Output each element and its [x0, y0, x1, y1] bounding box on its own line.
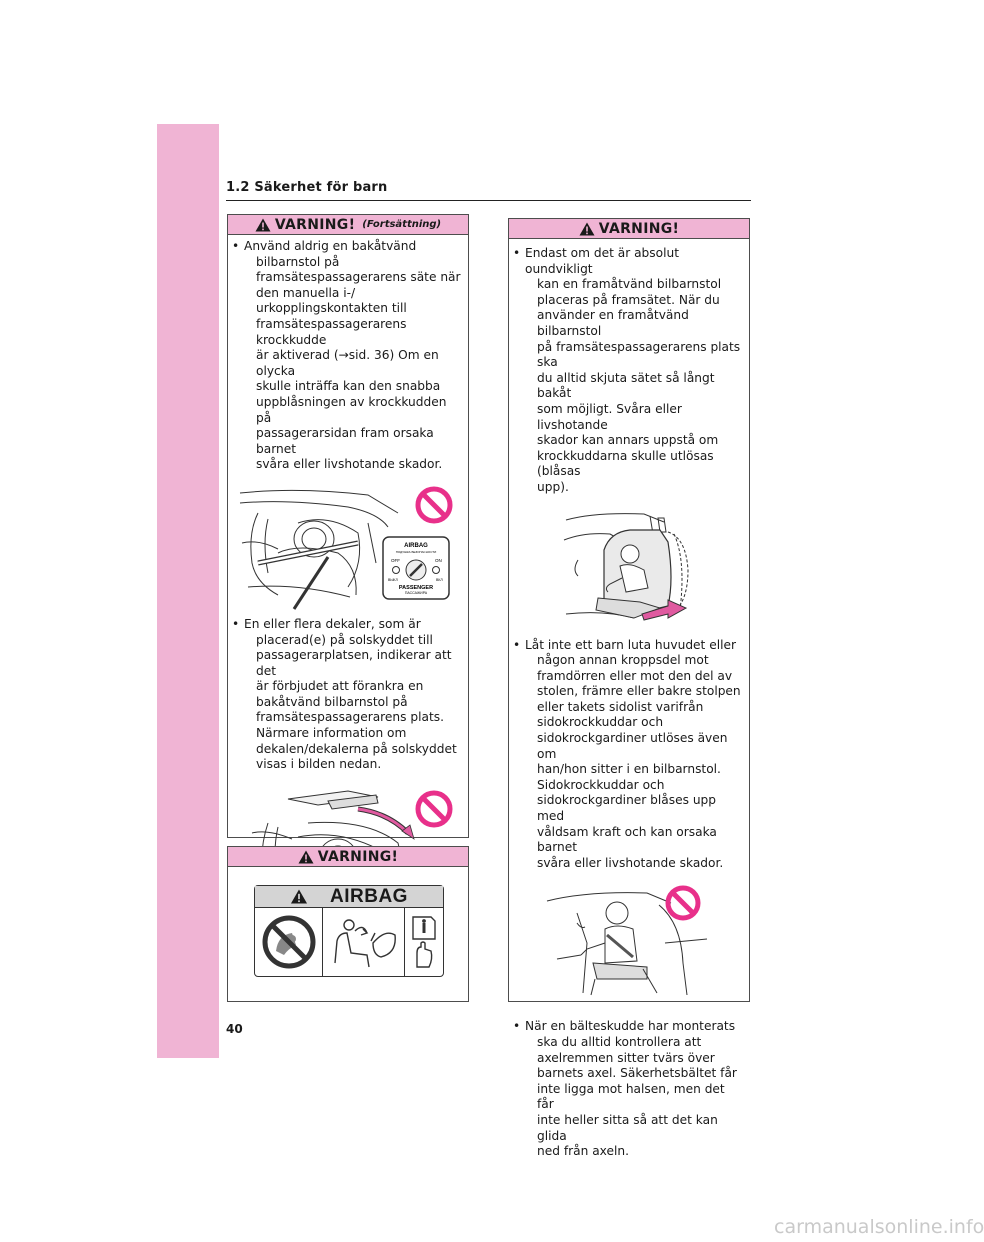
forward-facing-seat-illustration [564, 510, 694, 628]
bullet-paragraph [509, 638, 749, 872]
text-line: skador kan annars uppstå om [537, 433, 719, 448]
rear-facing-seat-illustration [238, 483, 458, 609]
text-line: inte ligga mot halsen, men det får [537, 1081, 725, 1112]
bullet-dot: • [232, 616, 240, 631]
bullet-paragraph [228, 239, 468, 473]
page-number: 40 [226, 1022, 243, 1036]
text-line: eller takets sidolist varifrån [537, 699, 704, 714]
bullet-paragraph [509, 246, 749, 496]
text-line: svåra eller livshotande skador. [256, 457, 443, 472]
text-line: våldsam kraft och kan orsaka barnet [537, 824, 717, 855]
switch-off-label: OFF [391, 557, 400, 563]
bullet-paragraph [509, 1019, 749, 1159]
section-title: 1.2 Säkerhet för barn [226, 180, 388, 195]
switch-passenger-label: PASSENGER [398, 584, 434, 591]
airbag-label-text: AIRBAG [330, 885, 408, 907]
no-rear-facing-seat-icon [262, 915, 316, 969]
text-line: placerad(e) på solskyddet till [256, 632, 433, 647]
text-line: den manuella i-/ [256, 285, 356, 300]
warning-title: VARNING! [317, 848, 399, 865]
text-line: bakåtvänd bilbarnstol på [256, 694, 408, 709]
text-line: krockkuddarna skulle utlösas (blåsas [537, 448, 714, 479]
text-line: ska du alltid kontrollera att [537, 1035, 702, 1049]
text-line: någon annan kroppsdel mot [537, 653, 709, 668]
text-line: du alltid skjuta sätet så långt bakåt [537, 370, 715, 401]
text-line: sidokrockgardiner blåses upp med [537, 793, 717, 824]
text-line: En eller flera dekaler, som är [244, 616, 421, 631]
text-line: som möjligt. Svåra eller livshotande [537, 401, 682, 432]
text-line: axelremmen sitter tvärs över [537, 1050, 715, 1065]
warning-title: VARNING! [274, 216, 356, 233]
text-line: framsätespassagerarens krockkudde [256, 316, 407, 347]
watermark: carmanualsonline.info [774, 1216, 984, 1238]
switch-on-label: ON [435, 557, 442, 563]
warning-triangle-icon [290, 889, 308, 904]
airbag-warning-label [254, 885, 444, 977]
text-line: sidokrockgardiner utlöses även om [537, 731, 728, 761]
text-line: är aktiverad (→sid. 36) Om en olycka [256, 348, 439, 378]
warning-triangle-icon [255, 218, 271, 232]
text-line: dekalen/dekalerna på solskyddet [256, 741, 457, 756]
text-line: Endast om det är absolut oundvikligt [525, 246, 679, 276]
text-line: barnets axel. Säkerhetsbältet får [537, 1066, 737, 1081]
text-line: framdörren eller mot den del av [537, 668, 733, 683]
text-line: Använd aldrig en bakåtvänd [244, 239, 417, 253]
switch-off-ru: ВЫКЛ [388, 577, 398, 582]
text-line: placeras på framsätet. När du [537, 292, 720, 307]
text-line: använder en framåtvänd bilbarnstol [537, 308, 689, 338]
text-line: uppblåsningen av krockkudden på [256, 394, 447, 425]
continuation-label: (Fortsättning) [362, 219, 442, 230]
text-line: sidokrockkuddar och [537, 715, 664, 730]
text-line: passagerarsidan fram orsaka barnet [256, 426, 434, 456]
chapter-side-tab [157, 124, 219, 1058]
bullet-dot: • [513, 637, 521, 652]
text-line: urkopplingskontakten till [256, 301, 407, 316]
text-line: upp). [537, 479, 569, 494]
warning-header [228, 847, 468, 867]
child-leaning-illustration [547, 883, 711, 999]
airbag-switch-sublabel: ПОДУШКА БЕЗОПАСНОСТИ [395, 549, 437, 554]
warning-triangle-icon [579, 222, 595, 236]
read-manual-icon [409, 913, 439, 971]
switch-passenger-ru: ПАССАЖИРА [404, 590, 428, 595]
warning-title: VARNING! [598, 220, 680, 237]
text-line: När en bälteskudde har monterats [525, 1019, 736, 1034]
warning-triangle-icon [298, 850, 314, 864]
switch-on-ru: ВКЛ [436, 577, 443, 582]
text-line: Låt inte ett barn luta huvudet eller [525, 637, 736, 652]
airbag-deploy-icon [329, 913, 399, 971]
text-line: stolen, främre eller bakre stolpen [537, 684, 741, 699]
text-line: framsätespassagerarens plats. [256, 710, 444, 725]
warning-box-continued [227, 214, 469, 838]
bullet-dot: • [513, 1019, 521, 1034]
text-line: inte heller sitta så att det kan glida [537, 1112, 718, 1143]
text-line: passagerarplatsen, indikerar att det [256, 648, 452, 678]
text-line: på framsätespassagerarens plats ska [537, 339, 741, 370]
text-line: kan en framåtvänd bilbarnstol [537, 277, 722, 292]
text-line: Närmare information om [256, 726, 407, 741]
bullet-dot: • [513, 246, 521, 260]
text-line: är förbjudet att förankra en [256, 679, 424, 694]
airbag-label-warning-box [227, 846, 469, 1002]
text-line: svåra eller livshotande skador. [537, 855, 724, 870]
warning-header [509, 219, 749, 239]
text-line: skulle inträffa kan den snabba [256, 379, 441, 394]
text-line: Sidokrockkuddar och [537, 777, 665, 792]
section-divider [226, 200, 751, 201]
warning-header [228, 215, 468, 235]
text-line: bilbarnstol på [256, 254, 340, 269]
text-line: ned från axeln. [537, 1144, 629, 1159]
warning-box [508, 218, 750, 1159]
text-line: framsätespassagerarens säte när [256, 270, 461, 285]
airbag-switch-label: AIRBAG [404, 542, 428, 549]
text-line: visas i bilden nedan. [256, 757, 382, 772]
bullet-dot: • [232, 239, 240, 253]
bullet-paragraph [228, 617, 468, 773]
text-line: han/hon sitter i en bilbarnstol. [537, 762, 721, 777]
